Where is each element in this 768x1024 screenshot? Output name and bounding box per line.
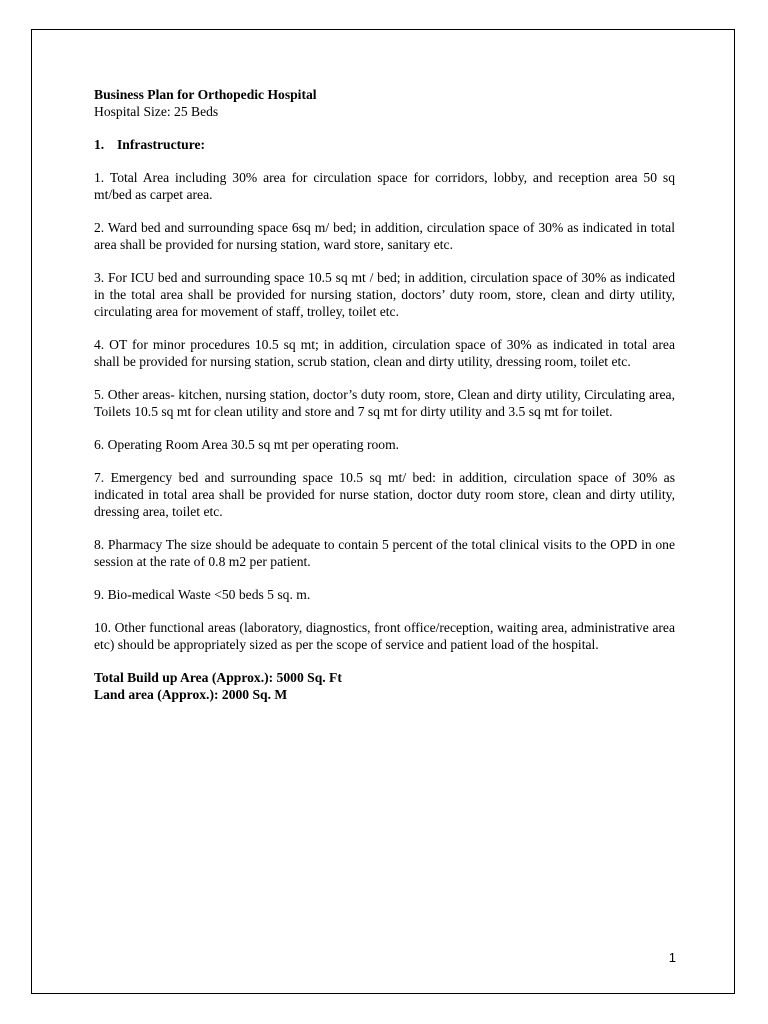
area-totals bbox=[94, 669, 675, 703]
paragraph-2: 2. Ward bed and surrounding space 6sq m/ bed; in addition, circulation space of 30% as indicated in total area shall be provided for nursing station, ward store, sanitary etc. bbox=[94, 220, 675, 252]
paragraph-7: 7. Emergency bed and surrounding space 10.5 sq mt/ bed: in addition, circulation space of 30% as indicated in total area shall be provided for nurse station, doctor duty room store, clean and dirty utility, dressing area, toilet etc. bbox=[94, 470, 675, 519]
section-heading bbox=[94, 136, 675, 153]
page-number: 1 bbox=[668, 950, 676, 965]
paragraph-8: 8. Pharmacy The size should be adequate to contain 5 percent of the total clinical visits to the OPD in one session at the rate of 0.8 m2 per patient. bbox=[94, 537, 675, 569]
section-number: 1. bbox=[94, 137, 105, 152]
document-title: Business Plan for Orthopedic Hospital bbox=[94, 87, 317, 102]
paragraph-3: 3. For ICU bed and surrounding space 10.5 sq mt / bed; in addition, circulation space of 30% as indicated in the total area shall be provided for nursing station, doctors’ duty room, store, clean and dirty utility, circulating area for movement of staff, trolley, toilet etc. bbox=[94, 270, 675, 319]
paragraph-4: 4. OT for minor procedures 10.5 sq mt; in addition, circulation space of 30% as indicated in total area shall be provided for nursing station, scrub station, clean and dirty utility, dressing room, toilet etc. bbox=[94, 337, 675, 369]
land-area: Land area (Approx.): 2000 Sq. M bbox=[94, 687, 288, 702]
paragraph-10: 10. Other functional areas (laboratory, diagnostics, front office/reception, waiting area, administrative area etc) should be appropriately sized as per the scope of service and patient load of the hospital. bbox=[94, 620, 675, 652]
paragraph-9: 9. Bio-medical Waste <50 beds 5 sq. m. bbox=[94, 587, 311, 602]
hospital-size: Hospital Size: 25 Beds bbox=[94, 104, 219, 119]
section-title: Infrastructure: bbox=[117, 137, 206, 152]
paragraph-1: 1. Total Area including 30% area for circulation space for corridors, lobby, and reception area 50 sq mt/bed as carpet area. bbox=[94, 170, 675, 202]
total-build-up-area: Total Build up Area (Approx.): 5000 Sq. Ft bbox=[94, 670, 342, 685]
paragraph-6: 6. Operating Room Area 30.5 sq mt per operating room. bbox=[94, 437, 400, 452]
paragraph-5: 5. Other areas- kitchen, nursing station, doctor’s duty room, store, Clean and dirty utility, Circulating area, Toilets 10.5 sq mt for clean utility and store and 7 sq mt for dirty utility and 3.5 sq mt for toilet. bbox=[94, 387, 675, 419]
document-body bbox=[94, 86, 675, 703]
